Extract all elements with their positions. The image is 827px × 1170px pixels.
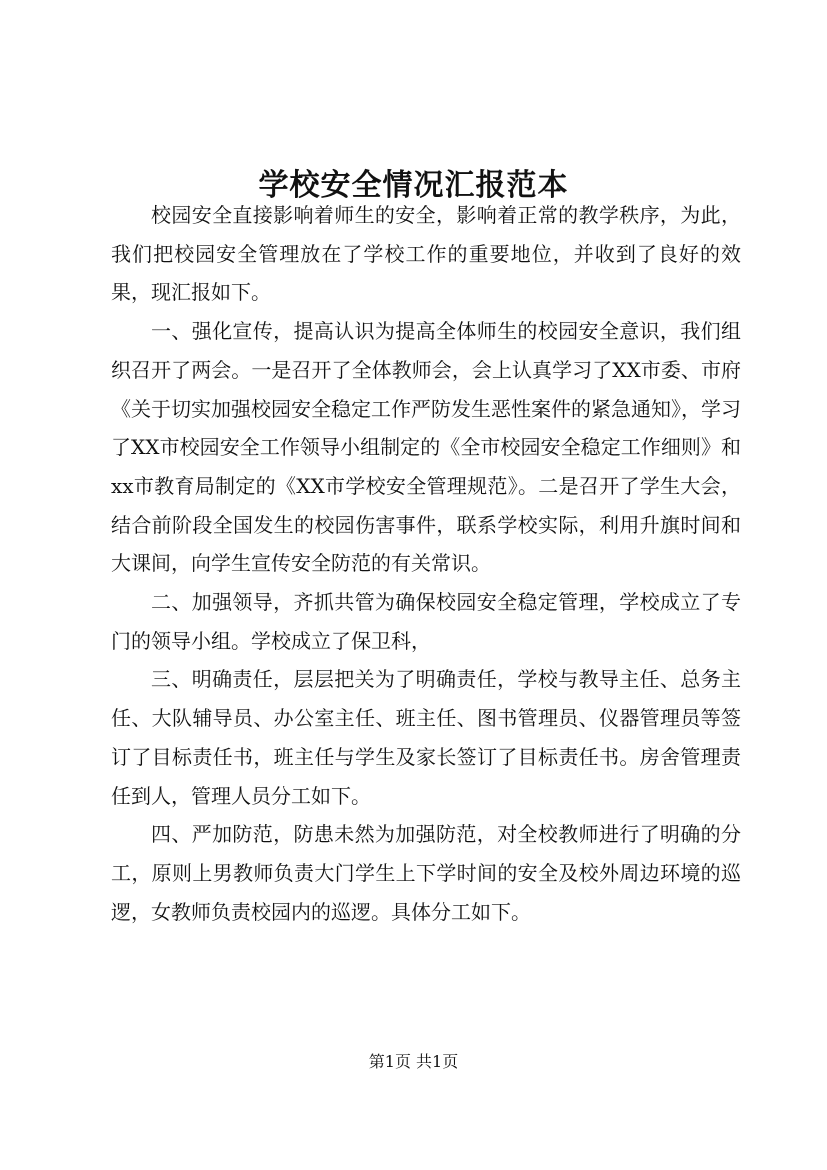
paragraph-prevention: 四、严加防范，防患未然为加强防范，对全校教师进行了明确的分工，原则上男教师负责大门学生上下学时间的安全及校外周边环境的巡逻，女教师负责校园内的巡逻。具体分工如下。 (111, 822, 741, 924)
paragraph-responsibility: 三、明确责任，层层把关为了明确责任，学校与教导主任、总务主任、大队辅导员、办公室主任、班主任、图书管理员、仪器管理员等签订了目标责任书，班主任与学生及家长签订了目标责任书。房舍管理责任到人，管理人员分工如下。 (111, 667, 741, 808)
page-footer: 第1页 共1页 (368, 1052, 459, 1071)
document-title: 学校安全情况汇报范本 (258, 168, 569, 204)
paragraph-publicity: 一、强化宣传，提高认识为提高全体师生的校园安全意识，我们组织召开了两会。一是召开了全体教师会，会上认真学习了XX市委、市府《关于切实加强校园安全稳定工作严防发生恶性案件的紧急通知》，学习了XX市校园安全工作领导小组制定的《全市校园安全稳定工作细则》和xx市教育局制定的《XX市学校安全管理规范》。二是召开了学生大会，结合前阶段全国发生的校园伤害事件，联系学校实际，利用升旗时间和大课间，向学生宣传安全防范的有关常识。 (111, 319, 741, 576)
paragraph-leadership: 二、加强领导，齐抓共管为确保校园安全稳定管理，学校成立了专门的领导小组。学校成立了保卫科， (111, 590, 741, 653)
document-body (111, 196, 741, 931)
paragraph-intro: 校园安全直接影响着师生的安全，影响着正常的教学秩序，为此，我们把校园安全管理放在了学校工作的重要地位，并收到了良好的效果，现汇报如下。 (111, 203, 741, 305)
